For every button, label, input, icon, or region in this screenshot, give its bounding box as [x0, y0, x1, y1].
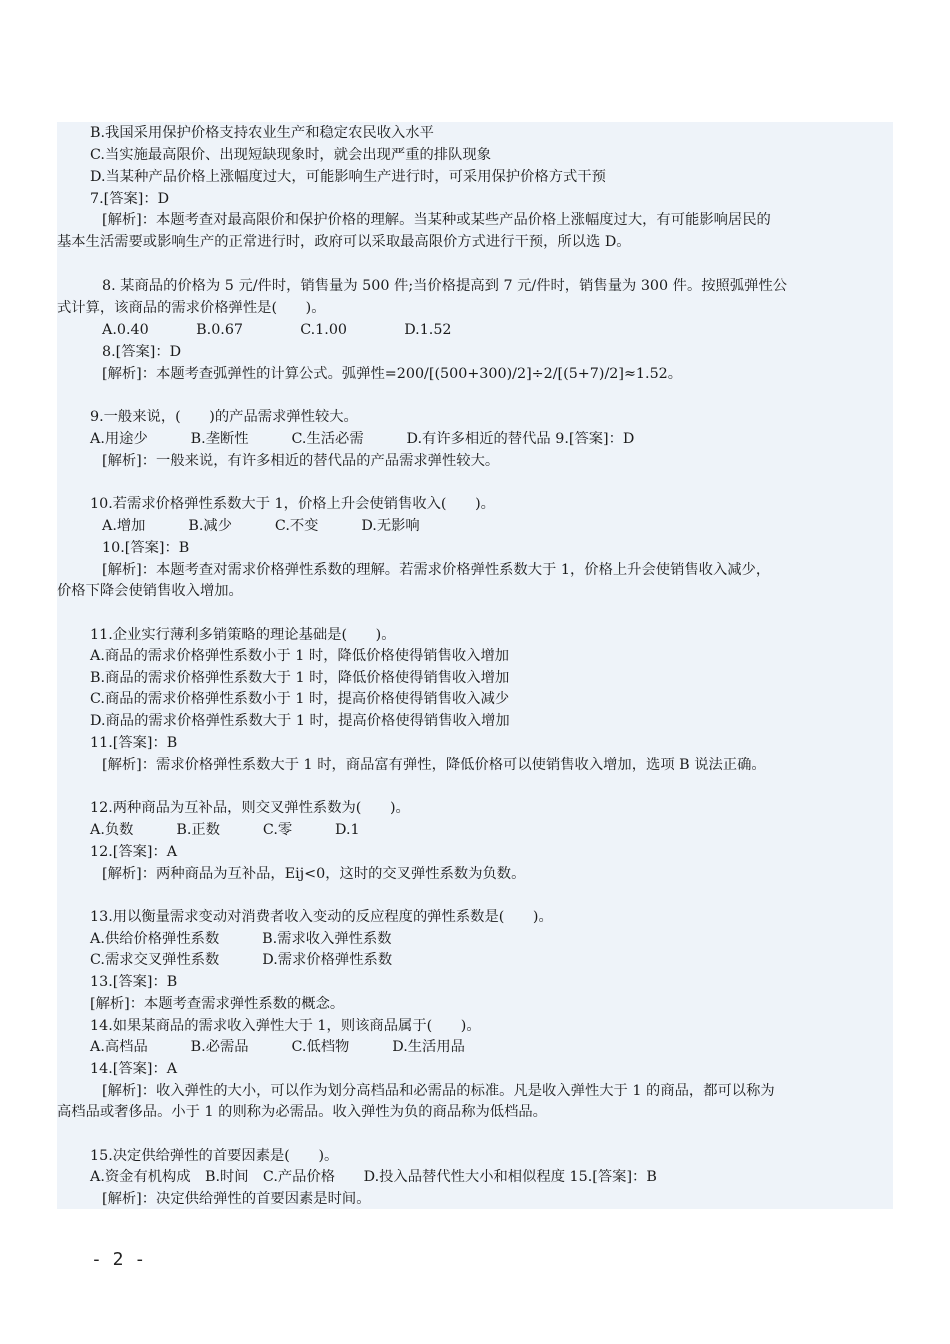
- answer-line: 11.[答案]：B: [90, 735, 178, 751]
- option-line: A.商品的需求价格弹性系数小于 1 时，降低价格使得销售收入增加: [90, 648, 510, 664]
- question-line: 12.两种商品为互补品，则交叉弹性系数为( )。: [90, 800, 410, 816]
- explanation-line: 价格下降会使销售收入增加。: [57, 583, 243, 599]
- answer-line: 10.[答案]：B: [102, 540, 190, 556]
- question-line: 11.企业实行薄利多销策略的理论基础是( )。: [90, 627, 396, 643]
- option-line: B.商品的需求价格弹性系数大于 1 时，降低价格使得销售收入增加: [90, 670, 510, 686]
- option-line: A.高档品 B.必需品 C.低档物 D.生活用品: [90, 1039, 465, 1055]
- option-line: A.负数 B.正数 C.零 D.1: [90, 822, 360, 838]
- explanation-line: 高档品或奢侈品。小于 1 的则称为必需品。收入弹性为负的商品称为低档品。: [57, 1104, 547, 1120]
- option-line: D.商品的需求价格弹性系数大于 1 时，提高价格使得销售收入增加: [90, 713, 510, 729]
- explanation-line: [解析]：两种商品为互补品，Eij<0，这时的交叉弹性系数为负数。: [102, 866, 526, 882]
- explanation-line: 基本生活需要或影响生产的正常进行时，政府可以采取最高限价方式进行干预，所以选 D。: [57, 234, 631, 250]
- option-line: D.当某种产品价格上涨幅度过大，可能影响生产进行时，可采用保护价格方式干预: [90, 169, 606, 185]
- explanation-line: [解析]：决定供给弹性的首要因素是时间。: [102, 1191, 371, 1207]
- option-line: C.商品的需求价格弹性系数小于 1 时，提高价格使得销售收入减少: [90, 691, 510, 707]
- question-line: 式计算，该商品的需求价格弹性是( )。: [57, 300, 326, 316]
- option-line: C.需求交叉弹性系数 D.需求价格弹性系数: [90, 952, 393, 968]
- option-line: A.增加 B.减少 C.不变 D.无影响: [102, 518, 420, 534]
- explanation-line: [解析]：一般来说，有许多相近的替代品的产品需求弹性较大。: [102, 453, 500, 469]
- answer-line: 7.[答案]：D: [90, 191, 170, 207]
- explanation-line: [解析]：收入弹性的大小，可以作为划分高档品和必需品的标准。凡是收入弹性大于 1 的商品，都可以称为: [102, 1083, 775, 1099]
- explanation-line: [解析]：需求价格弹性系数大于 1 时，商品富有弹性，降低价格可以使销售收入增加，选项 B 说法正确。: [102, 757, 766, 773]
- question-line: 8. 某商品的价格为 5 元/件时，销售量为 500 件;当价格提高到 7 元/件时，销售量为 300 件。按照弧弹性公: [102, 278, 788, 294]
- explanation-line: [解析]：本题考查弧弹性的计算公式。弧弹性=200/[(500+300)/2]÷2/[(5+7)/2]≈1.52。: [102, 366, 683, 382]
- question-line: 9.一般来说，( )的产品需求弹性较大。: [90, 409, 358, 425]
- page-number: - 2 -: [91, 1249, 146, 1270]
- option-line: A.资金有机构成 B.时间 C.产品价格 D.投入品替代性大小和相似程度 15.[答案]：B: [90, 1169, 657, 1185]
- question-line: 10.若需求价格弹性系数大于 1，价格上升会使销售收入( )。: [90, 496, 495, 512]
- answer-line: 8.[答案]：D: [102, 344, 182, 360]
- answer-line: 14.[答案]：A: [90, 1061, 178, 1077]
- explanation-line: [解析]：本题考查对需求价格弹性系数的理解。若需求价格弹性系数大于 1，价格上升会使销售收入减少，: [102, 562, 771, 578]
- question-line: 15.决定供给弹性的首要因素是( )。: [90, 1148, 339, 1164]
- option-line: A.用途少 B.垄断性 C.生活必需 D.有许多相近的替代品 9.[答案]：D: [90, 431, 635, 447]
- option-line: B.我国采用保护价格支持农业生产和稳定农民收入水平: [90, 125, 434, 141]
- question-line: 14.如果某商品的需求收入弹性大于 1，则该商品属于( )。: [90, 1018, 481, 1034]
- answer-line: 12.[答案]：A: [90, 844, 178, 860]
- explanation-line: [解析]：本题考查需求弹性系数的概念。: [90, 996, 345, 1012]
- option-line: C.当实施最高限价、出现短缺现象时，就会出现严重的排队现象: [90, 147, 491, 163]
- answer-line: 13.[答案]：B: [90, 974, 178, 990]
- option-line: A.供给价格弹性系数 B.需求收入弹性系数: [90, 931, 392, 947]
- option-line: A.0.40 B.0.67 C.1.00 D.1.52: [102, 322, 452, 338]
- explanation-line: [解析]：本题考查对最高限价和保护价格的理解。当某种或某些产品价格上涨幅度过大，有可能影响居民的: [102, 212, 771, 228]
- document-text-block: [57, 122, 893, 1209]
- question-line: 13.用以衡量需求变动对消费者收入变动的反应程度的弹性系数是( )。: [90, 909, 553, 925]
